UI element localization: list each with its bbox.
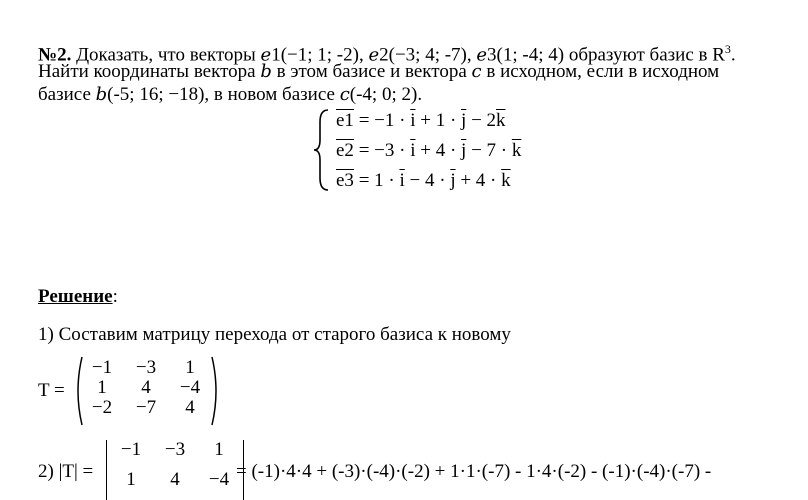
matrix-cell: −4 (179, 377, 201, 398)
matrix-cell: 4 (141, 377, 151, 398)
problem-line-1: №2. Доказать, что векторы e1(−1; 1; -2), e2(−3; 4; -7), e3(1; -4; 4) образуют базис в $R^3$. (38, 42, 736, 66)
step-2-label: 2) |T| = (38, 461, 94, 482)
step-2-expansion: = (-1)·4·4 + (-3)·(-4)·(-2) + 1·1·(-7) - 1·4·(-2) - (-1)·(-4)·(-7) - (236, 461, 712, 482)
problem-line-2: Найти координаты вектора b в этом базисе и вектора c в исходном, если в исходном (38, 61, 720, 82)
matrix-cell: 4 (185, 397, 195, 418)
det-cell: 1 (214, 439, 224, 460)
system-row-1: $e1 = -1 \cdot \overline{i} + 1 \cdot \overline{j} - 2\overline{k}$ (336, 110, 506, 131)
problem-number: №2. (38, 44, 72, 66)
matrix-cell: −3 (135, 357, 157, 378)
matrix-cell: −7 (135, 397, 157, 418)
det-cell: −3 (164, 439, 186, 460)
matrix-T (80, 358, 212, 418)
det-cell: −1 (120, 439, 142, 460)
solution-heading: Решение: (38, 286, 118, 307)
matrix-cell: 1 (185, 357, 195, 378)
det-cell: 1 (126, 469, 136, 490)
system-row-2: $e2 = -3 \cdot \overline{i} + 4 \cdot \overline{j} - 7 \cdot \overline{k}$ (336, 140, 522, 161)
matrix-cell: 1 (97, 377, 107, 398)
determinant (106, 440, 244, 500)
step-1-text: 1) Составим матрицу перехода от старого базиса к новому (38, 324, 511, 345)
matrix-cell: −2 (91, 397, 113, 418)
det-cell: −4 (208, 469, 230, 490)
matrix-T-label: T = (38, 380, 65, 401)
det-cell: 4 (170, 469, 180, 490)
system-row-3: $e3 = 1 \cdot \overline{i} - 4 \cdot \overline{j} + 4 \cdot \overline{k}$ (336, 170, 511, 191)
problem-line-3: базисе b(-5; 16; −18), в новом базисе c(-4; 0; 2). (38, 84, 423, 105)
system-brace (312, 108, 332, 192)
matrix-cell: −1 (91, 357, 113, 378)
matrix-right-paren (210, 355, 222, 427)
